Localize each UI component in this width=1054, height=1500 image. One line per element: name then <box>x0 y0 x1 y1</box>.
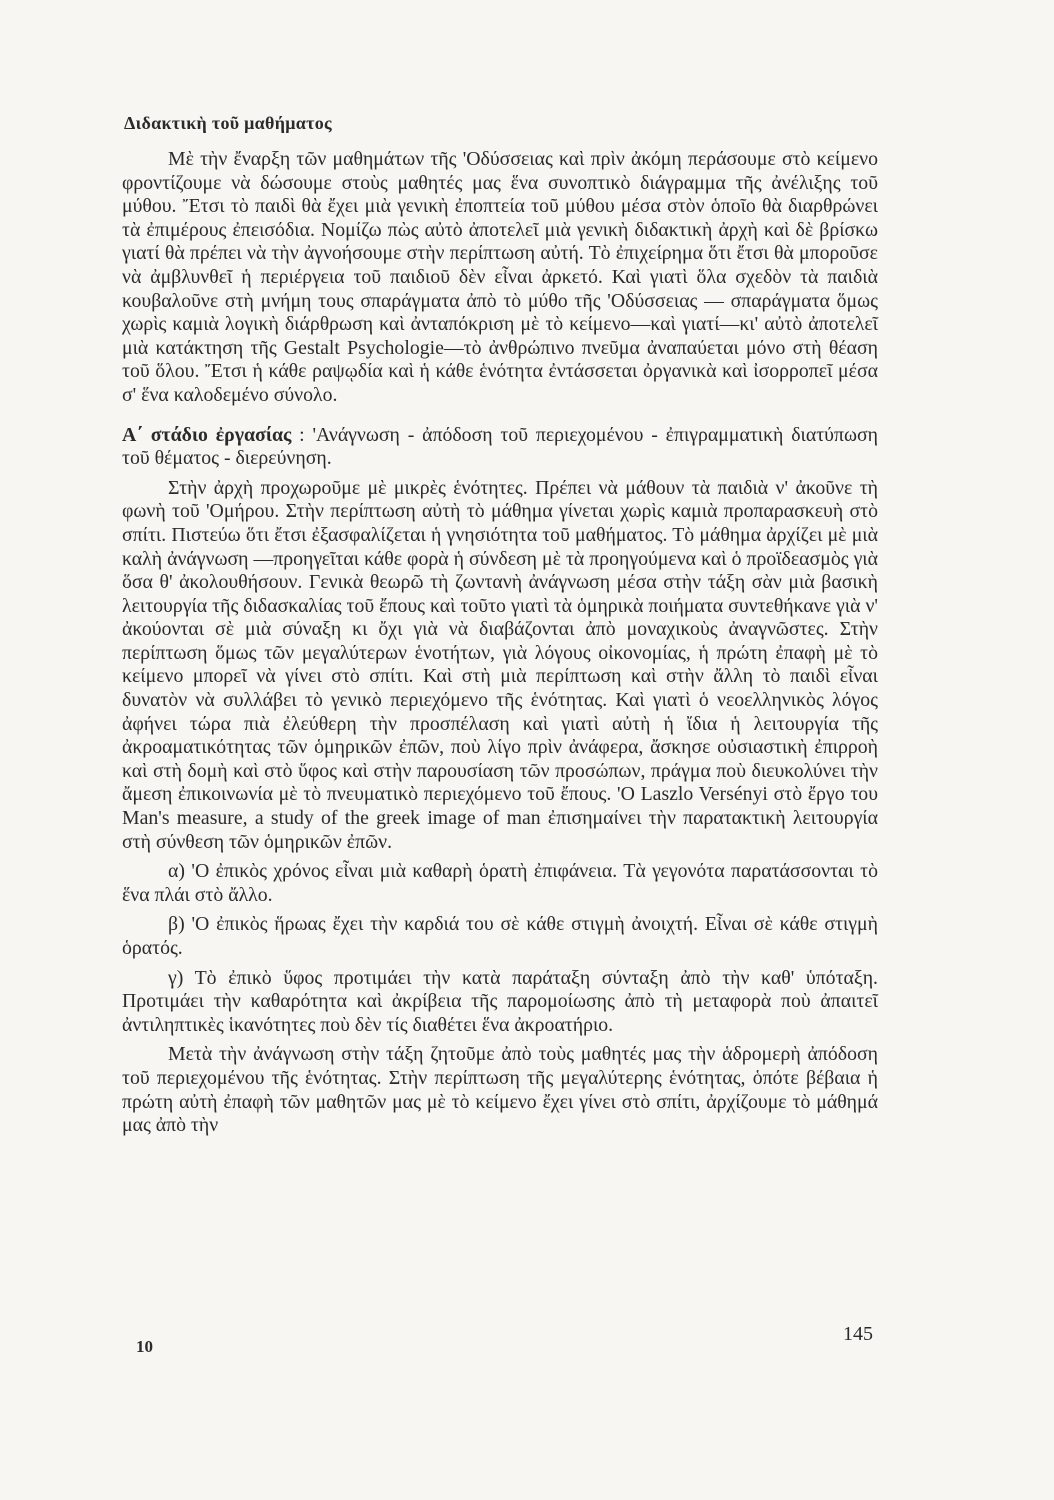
list-item-c: γ) Τὸ ἐπικὸ ὕφος προτιμάει τὴν κατὰ παράταξη σύνταξη ἀπὸ τὴν καθ' ὑπόταξη. Προτιμάει τὴν καθαρότητα καὶ ἀκρίβεια τῆς παρομοίωσης ἀπὸ τὴ μεταφορὰ ποὺ ἀπαιτεῖ ἀντιληπτικὲς ἱκανότητες ποὺ δὲν τίς διαθέτει ἕνα ἀκροατήριο. <box>122 966 878 1036</box>
paragraph-reading: Στὴν ἀρχὴ προχωροῦμε μὲ μικρὲς ἑνότητες. Πρέπει νὰ μάθουν τὰ παιδιὰ ν' ἀκοῦνε τὴ φωνὴ τοῦ 'Ομήρου. Στὴν περίπτωση αὐτὴ τὸ μάθημα γίνεται χωρὶς καμιὰ προπαρασκευὴ στὸ σπίτι. Πιστεύω ὅτι ἔτσι ἐξασφαλίζεται ἡ γνησιότητα τοῦ μαθήματος. Τὸ μάθημα ἀρχίζει μὲ μιὰ καλὴ ἀνάγνωση —προηγεῖται κάθε φορὰ ἡ σύνδεση μὲ τὰ προηγούμενα καὶ ὁ προϊδεασμὸς γιὰ ὅσα θ' ἀκολουθήσουν. Γενικὰ θεωρῶ τὴ ζωντανὴ ἀνάγνωση μέσα στὴν τάξη σὰν μιὰ βασικὴ λειτουργία τῆς διδασκαλίας τοῦ ἔπους καὶ τοῦτο γιατὶ τὰ ὁμηρικὰ ποιήματα συντεθήκανε γιὰ ν' ἀκούονται σὲ μιὰ σύναξη κι ὄχι γιὰ νὰ διαβάζονται ἀπὸ μοναχικοὺς ἀναγνῶστες. Στὴν περίπτωση ὅμως τῶν μεγαλύτερων ἑνοτήτων, γιὰ λόγους οἰκονομίας, ἡ πρώτη ἐπαφὴ μὲ τὸ κείμενο μπορεῖ νὰ γίνει στὸ σπίτι. Καὶ στὴ μιὰ περίπτωση καὶ στὴν ἄλλη τὸ παιδὶ εἶναι δυνατὸν νὰ συλλάβει τὸ γενικὸ περιεχόμενο τῆς ἑνότητας. Καὶ γιατὶ ὁ νεοελληνικὸς λόγος ἀφήνει τώρα πιὰ ἐλεύθερη τὴν προσπέλαση καὶ γιατὶ αὐτὴ ἡ ἴδια ἡ λειτουργία τῆς ἀκροαματικότητας τῶν ὁμηρικῶν ἐπῶν, ποὺ λίγο πρὶν ἀνάφερα, ἄσκησε οὐσιαστικὴ ἐπιρροὴ καὶ στὴ δομὴ καὶ στὸ ὕφος καὶ στὴν παρουσίαση τῶν προσώπων, πράγμα ποὺ διευκολύνει τὴν ἄμεση ἐπικοινωνία μὲ τὸ πνευματικὸ περιεχόμενο τοῦ ἔπους. 'Ο Laszlo Versényi στὸ ἔργο του Man's measure, a study of the greek image of man ἐπισημαίνει τὴν παρατακτικὴ λειτουργία στὴ σύνθεση τῶν ὁμηρικῶν ἐπῶν. <box>122 476 878 853</box>
page-number-right: 145 <box>843 1323 873 1345</box>
paragraph-intro: Μὲ τὴν ἔναρξη τῶν μαθημάτων τῆς 'Οδύσσειας καὶ πρὶν ἀκόμη περάσουμε στὸ κείμενο φροντίζουμε νὰ δώσουμε στοὺς μαθητές μας ἕνα συνοπτικὸ διάγραμμα τῆς ἀνέλιξης τοῦ μύθου. Ἔτσι τὸ παιδὶ θὰ ἔχει μιὰ γενικὴ ἐποπτεία τοῦ μύθου μέσα στὸν ὁποῖο θὰ διαρθρώνει τὰ ἐπιμέρους ἐπεισόδια. Νομίζω πὼς αὐτὸ ἀποτελεῖ μιὰ γενικὴ διδακτικὴ ἀρχὴ καὶ δὲ βρίσκω γιατί θὰ πρέπει νὰ τὴν ἀγνοήσουμε στὴν περίπτωση αὐτή. Τὸ ἐπιχείρημα ὅτι ἔτσι θὰ μποροῦσε νὰ ἀμβλυνθεῖ ἡ περιέργεια τοῦ παιδιοῦ δὲν εἶναι ἀρκετό. Καὶ γιατὶ ὅλα σχεδὸν τὰ παιδιὰ κουβαλοῦνε στὴ μνήμη τους σπαράγματα ἀπὸ τὸ μύθο τῆς 'Οδύσσειας — σπαράγματα ὅμως χωρὶς καμιὰ λογικὴ διάρθρωση καὶ ἀνταπόκριση μὲ τὸ κείμενο—καὶ γιατί—κι' αὐτὸ ἀποτελεῖ μιὰ κατάκτηση τῆς Gestalt Psychologie—τὸ ἀνθρώπινο πνεῦμα ἀναπαύεται μόνο στὴ θέαση τοῦ ὅλου. Ἔτσι ἡ κάθε ραψῳδία καὶ ἡ κάθε ἑνότητα ἐντάσσεται ὀργανικὰ καὶ ἰσορροπεῖ μέσα σ' ἕνα καλοδεμένο σύνολο. <box>122 148 878 406</box>
list-item-a: α) 'Ο ἐπικὸς χρόνος εἶναι μιὰ καθαρὴ ὁρατὴ ἐπιφάνεια. Τὰ γεγονότα παρατάσσονται τὸ ἕνα πλάι στὸ ἄλλο. <box>122 860 878 906</box>
stage-text: : 'Ανάγνωση - ἀπόδοση τοῦ περιεχομένου - ἐπιγραμματικὴ διατύπωση τοῦ θέματος - διερεύνηση. <box>122 423 878 470</box>
body-text <box>122 148 878 1138</box>
paragraph-after-reading: Μετὰ τὴν ἀνάγνωση στὴν τάξη ζητοῦμε ἀπὸ τοὺς μαθητές μας τὴν ἁδρομερὴ ἀπόδοση τοῦ περιεχομένου τῆς ἑνότητας. Στὴν περίπτωση τῆς μεγαλύτερης ἑνότητας, ὁπότε βέβαια ἡ πρώτη αὐτὴ ἐπαφὴ τῶν μαθητῶν μας μὲ τὸ κείμενο ἔχει γίνει στὸ σπίτι, ἀρχίζουμε τὸ μάθημά μας ἀπὸ τὴν <box>122 1043 878 1137</box>
list-item-b: β) 'Ο ἐπικὸς ἥρωας ἔχει τὴν καρδιά του σὲ κάθε στιγμὴ ἀνοιχτή. Εἶναι σὲ κάθε στιγμὴ ὁρατός. <box>122 913 878 959</box>
paragraph-stage-heading <box>122 424 878 471</box>
stage-label: Α΄ στάδιο ἐργασίας <box>122 423 292 446</box>
section-title: Διδακτικὴ τοῦ μαθήματος <box>124 113 332 133</box>
page-number-left: 10 <box>136 1337 153 1356</box>
